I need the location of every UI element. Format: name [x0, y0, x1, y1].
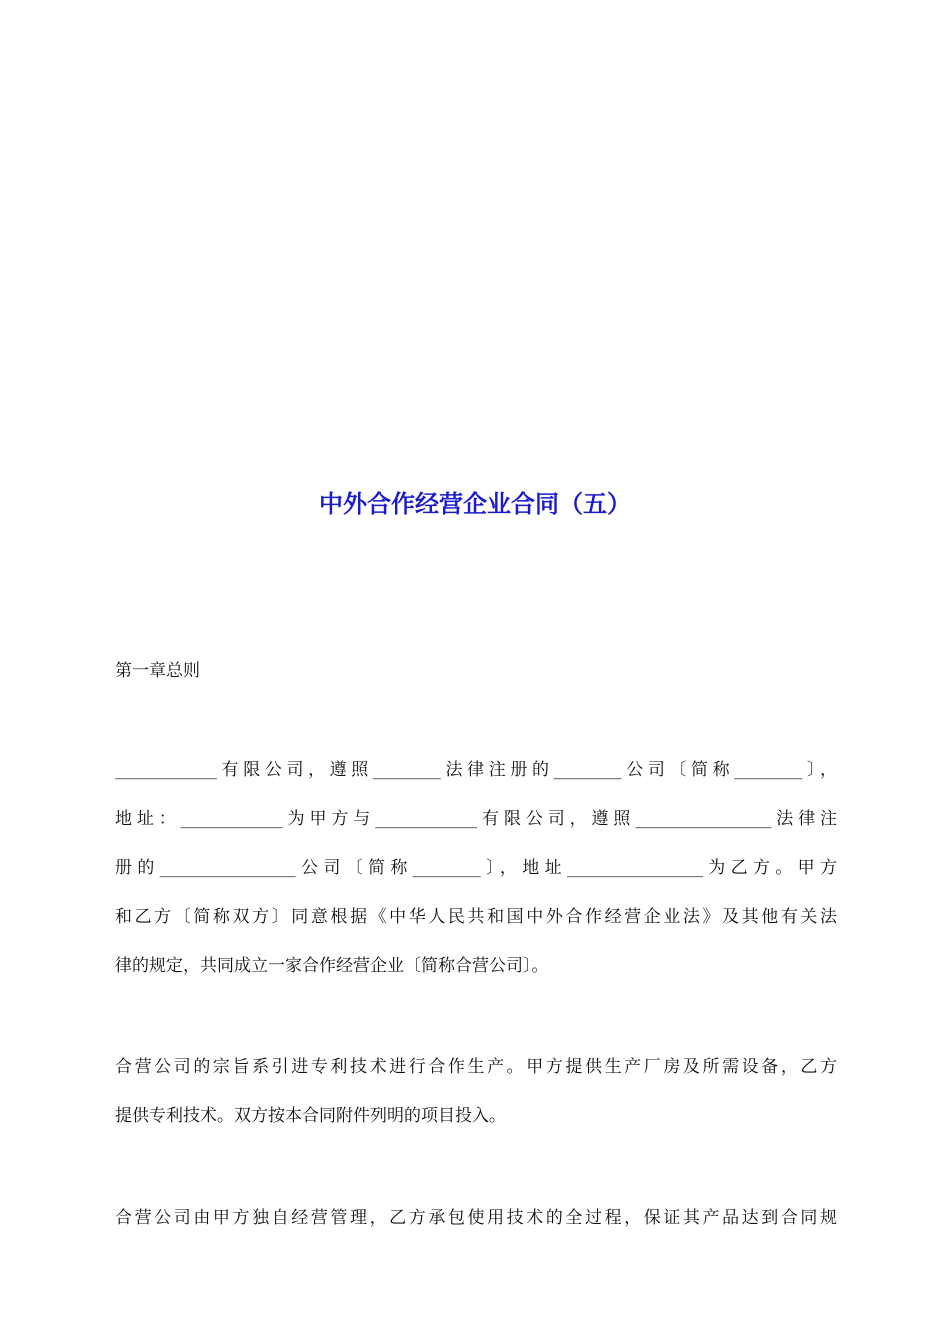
paragraph-line: 律的规定，共同成立一家合作经营企业〔简称合营公司〕。 — [115, 956, 549, 976]
paragraph-line: ____________有限公司，遵照________法律注册的________公司〔简称________〕， — [115, 760, 837, 780]
paragraph-management — [115, 1194, 837, 1243]
paragraph-line: 合营公司的宗旨系引进专利技术进行合作生产。甲方提供生产厂房及所需设备，乙方 — [115, 1057, 837, 1077]
paragraph-line: 册的________________公司〔简称________〕，地址________________为乙方。甲方 — [115, 858, 837, 878]
document-title: 中外合作经营企业合同（五） — [319, 490, 631, 518]
paragraph-line: 提供专利技术。双方按本合同附件列明的项目投入。 — [115, 1106, 506, 1126]
paragraph-line: 地址：____________为甲方与____________有限公司，遵照________________法律注 — [115, 809, 837, 829]
paragraph-purpose — [115, 1043, 837, 1141]
paragraph-line: 和乙方〔简称双方〕同意根据《中华人民共和国中外合作经营企业法》及其他有关法 — [115, 907, 837, 927]
paragraph-line: 合营公司由甲方独自经营管理，乙方承包使用技术的全过程，保证其产品达到合同规 — [115, 1208, 837, 1228]
paragraph-parties — [115, 746, 837, 991]
chapter-heading: 第一章总则 — [115, 661, 200, 681]
